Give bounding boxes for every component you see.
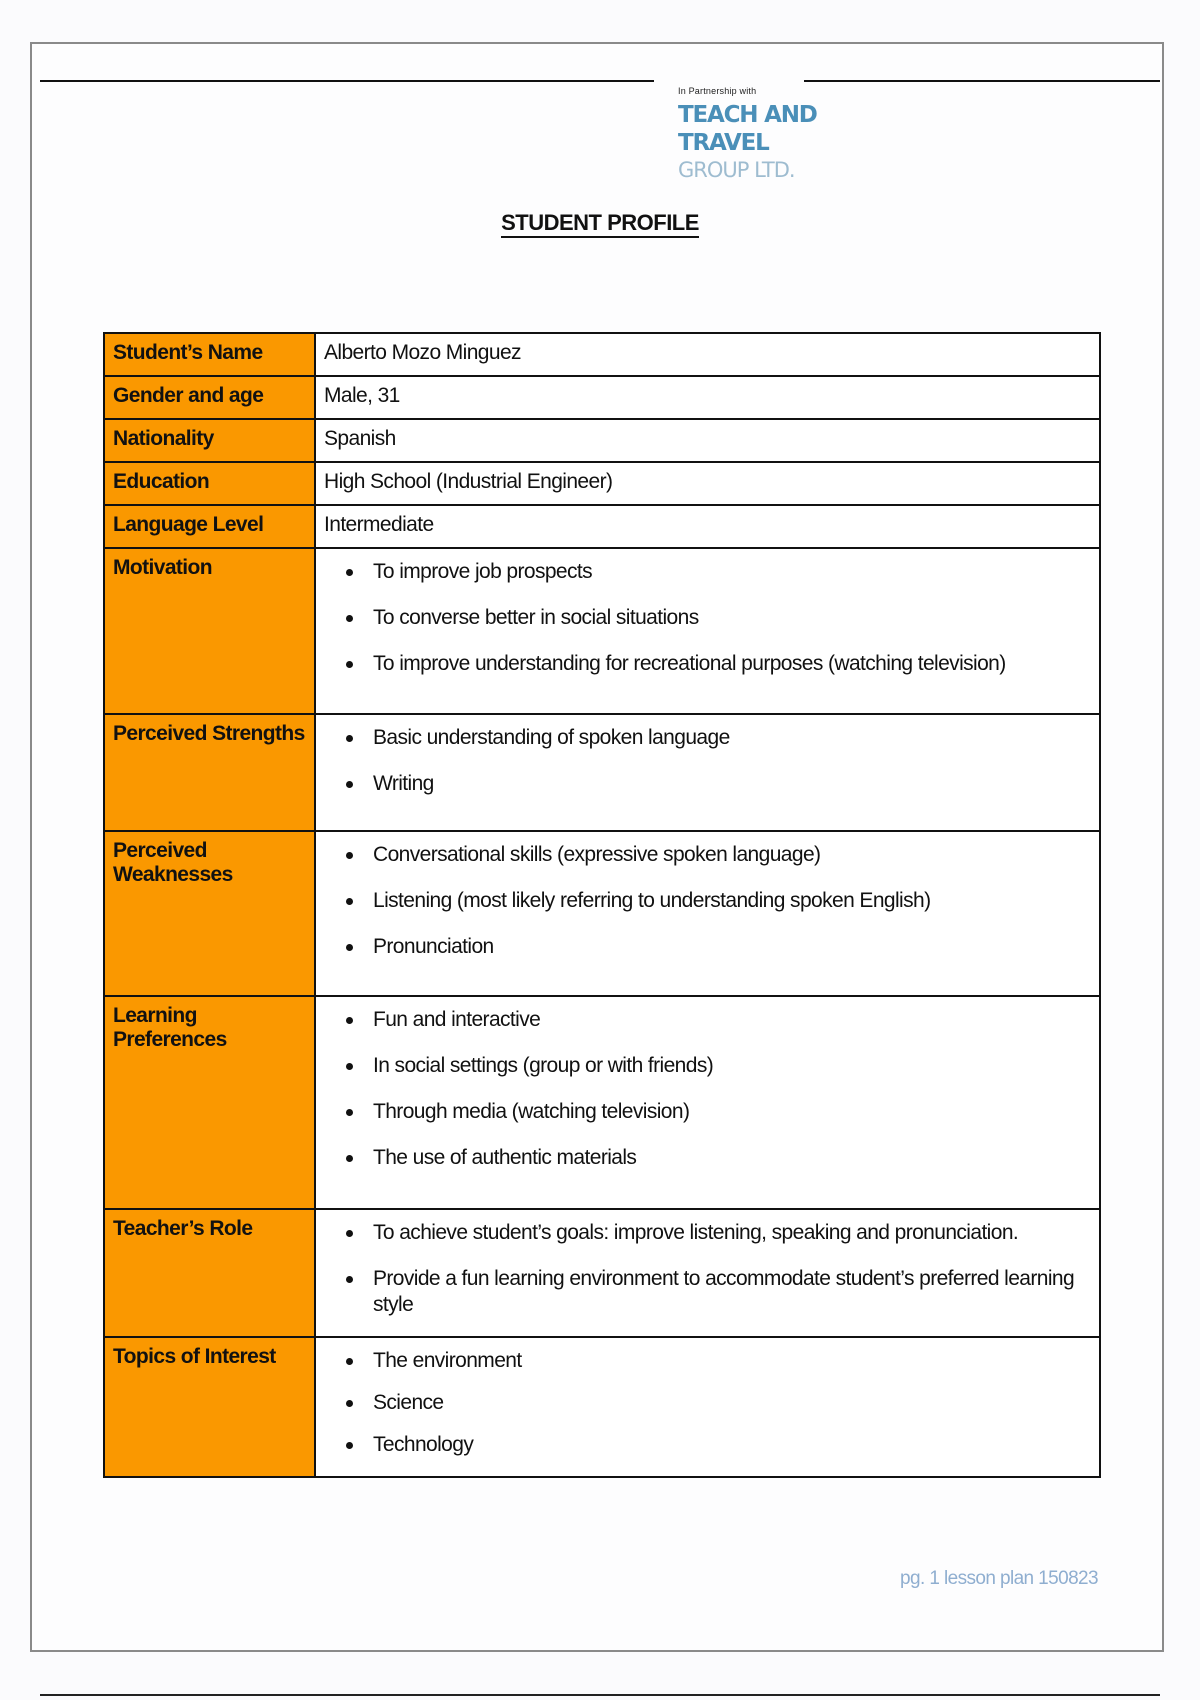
list-item: Listening (most likely referring to understanding spoken English) bbox=[342, 888, 1091, 914]
label-perceived-weaknesses: Perceived Weaknesses bbox=[104, 831, 315, 996]
list-item: Conversational skills (expressive spoken language) bbox=[342, 842, 1091, 868]
label-learning-preferences: Learning Preferences bbox=[104, 996, 315, 1209]
label-gender-age: Gender and age bbox=[104, 376, 315, 419]
label-perceived-strengths: Perceived Strengths bbox=[104, 714, 315, 831]
value-student-name: Alberto Mozo Minguez bbox=[315, 333, 1100, 376]
label-teachers-role: Teacher’s Role bbox=[104, 1209, 315, 1337]
page-title bbox=[0, 210, 1200, 236]
weaknesses-list bbox=[342, 842, 1091, 960]
strengths-list bbox=[342, 725, 1091, 797]
list-item: To improve job prospects bbox=[342, 559, 1091, 585]
list-item: Technology bbox=[342, 1432, 1091, 1458]
list-item: Pronunciation bbox=[342, 934, 1091, 960]
row-education bbox=[104, 462, 1100, 505]
list-item: In social settings (group or with friends) bbox=[342, 1053, 1091, 1079]
row-perceived-weaknesses bbox=[104, 831, 1100, 996]
row-teachers-role bbox=[104, 1209, 1100, 1337]
logo-name-line2: GROUP LTD. bbox=[678, 158, 795, 182]
header-rule-right bbox=[804, 80, 1160, 82]
list-item: Through media (watching television) bbox=[342, 1099, 1091, 1125]
logo-name-line1: TEACH AND TRAVEL bbox=[678, 102, 817, 156]
row-nationality bbox=[104, 419, 1100, 462]
list-item: Provide a fun learning environment to accommodate student’s preferred learning style bbox=[342, 1266, 1091, 1318]
row-learning-preferences bbox=[104, 996, 1100, 1209]
value-motivation bbox=[315, 548, 1100, 714]
row-motivation bbox=[104, 548, 1100, 714]
value-language-level: Intermediate bbox=[315, 505, 1100, 548]
bottom-rule bbox=[40, 1694, 1160, 1696]
label-language-level: Language Level bbox=[104, 505, 315, 548]
topics-list bbox=[342, 1348, 1091, 1458]
value-perceived-weaknesses bbox=[315, 831, 1100, 996]
value-education: High School (Industrial Engineer) bbox=[315, 462, 1100, 505]
list-item: To achieve student’s goals: improve listening, speaking and pronunciation. bbox=[342, 1220, 1091, 1246]
preferences-list bbox=[342, 1007, 1091, 1171]
company-logo bbox=[678, 86, 818, 183]
list-item: Basic understanding of spoken language bbox=[342, 725, 1091, 751]
page-footer-note: pg. 1 lesson plan 150823 bbox=[900, 1568, 1098, 1589]
list-item: The environment bbox=[342, 1348, 1091, 1374]
row-language-level bbox=[104, 505, 1100, 548]
list-item: Writing bbox=[342, 771, 1091, 797]
list-item: The use of authentic materials bbox=[342, 1145, 1091, 1171]
label-topics-of-interest: Topics of Interest bbox=[104, 1337, 315, 1477]
value-teachers-role bbox=[315, 1209, 1100, 1337]
value-gender-age: Male, 31 bbox=[315, 376, 1100, 419]
motivation-list bbox=[342, 559, 1091, 677]
student-profile-table bbox=[103, 332, 1101, 1478]
value-perceived-strengths bbox=[315, 714, 1100, 831]
teacher-role-list bbox=[342, 1220, 1091, 1318]
list-item: Science bbox=[342, 1390, 1091, 1416]
row-student-name bbox=[104, 333, 1100, 376]
label-student-name: Student’s Name bbox=[104, 333, 315, 376]
label-motivation: Motivation bbox=[104, 548, 315, 714]
page-title-text: STUDENT PROFILE bbox=[501, 210, 699, 238]
row-topics-of-interest bbox=[104, 1337, 1100, 1477]
row-gender-age bbox=[104, 376, 1100, 419]
header-rule-left bbox=[40, 80, 654, 82]
list-item: To improve understanding for recreational purposes (watching television) bbox=[342, 651, 1091, 677]
label-education: Education bbox=[104, 462, 315, 505]
list-item: Fun and interactive bbox=[342, 1007, 1091, 1033]
row-perceived-strengths bbox=[104, 714, 1100, 831]
label-nationality: Nationality bbox=[104, 419, 315, 462]
logo-tagline: In Partnership with bbox=[678, 86, 757, 96]
value-topics-of-interest bbox=[315, 1337, 1100, 1477]
list-item: To converse better in social situations bbox=[342, 605, 1091, 631]
value-nationality: Spanish bbox=[315, 419, 1100, 462]
value-learning-preferences bbox=[315, 996, 1100, 1209]
